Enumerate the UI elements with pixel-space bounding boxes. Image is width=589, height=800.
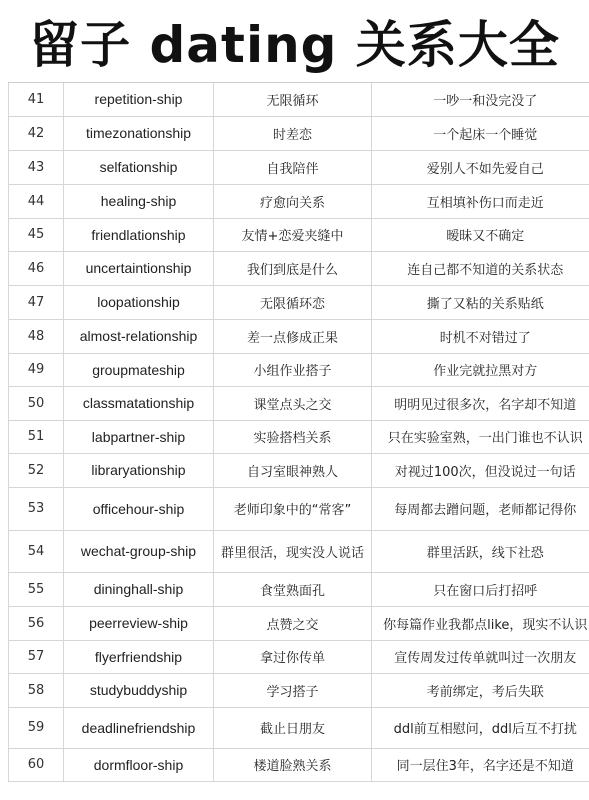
row-chinese-term: 无限循环恋 [214, 285, 372, 319]
row-description: 作业完就拉黑对方 [372, 353, 589, 386]
row-number: 41 [9, 83, 64, 116]
row-chinese-term: 群里很活，现实没人说话 [214, 530, 372, 572]
row-chinese-term: 我们到底是什么 [214, 251, 372, 285]
table-row [9, 707, 589, 748]
table-row [9, 285, 589, 319]
row-description: 撕了又粘的关系贴纸 [372, 285, 589, 319]
row-number: 56 [9, 606, 64, 640]
row-description: ddl前互相慰问，ddl后互不打扰 [372, 707, 589, 748]
row-description: 宣传周发过传单就叫过一次朋友 [372, 640, 589, 673]
row-chinese-term: 点赞之交 [214, 606, 372, 640]
table-row [9, 386, 589, 420]
row-number: 57 [9, 640, 64, 673]
row-english-term: classmatationship [64, 386, 214, 420]
table-row [9, 251, 589, 285]
table-row [9, 453, 589, 487]
row-description: 每周都去蹭问题，老师都记得你 [372, 487, 589, 530]
row-english-term: studybuddyship [64, 673, 214, 707]
row-description: 一个起床一个睡觉 [372, 116, 589, 150]
row-number: 54 [9, 530, 64, 572]
table-row [9, 150, 589, 184]
row-chinese-term: 食堂熟面孔 [214, 572, 372, 606]
table-row [9, 673, 589, 707]
row-description: 一吵一和没完没了 [372, 83, 589, 116]
row-english-term: almost-relationship [64, 319, 214, 353]
row-chinese-term: 小组作业搭子 [214, 353, 372, 386]
row-english-term: selfationship [64, 150, 214, 184]
row-description: 你每篇作业我都点like，现实不认识 [372, 606, 589, 640]
row-english-term: flyerfriendship [64, 640, 214, 673]
row-chinese-term: 疗愈向关系 [214, 184, 372, 218]
row-number: 42 [9, 116, 64, 150]
row-english-term: labpartner-ship [64, 420, 214, 453]
row-english-term: peerreview-ship [64, 606, 214, 640]
row-english-term: uncertaintionship [64, 251, 214, 285]
table-row [9, 420, 589, 453]
row-number: 53 [9, 487, 64, 530]
row-number: 48 [9, 319, 64, 353]
page-title: 留子 dating 关系大全 [29, 16, 560, 74]
table-body [9, 83, 589, 781]
row-chinese-term: 差一点修成正果 [214, 319, 372, 353]
row-number: 49 [9, 353, 64, 386]
row-description: 只在实验室熟，一出门谁也不认识 [372, 420, 589, 453]
row-chinese-term: 时差恋 [214, 116, 372, 150]
row-number: 52 [9, 453, 64, 487]
row-english-term: repetition-ship [64, 83, 214, 116]
table-row [9, 487, 589, 530]
row-description: 对视过100次，但没说过一句话 [372, 453, 589, 487]
table-row [9, 572, 589, 606]
row-english-term: libraryationship [64, 453, 214, 487]
row-number: 43 [9, 150, 64, 184]
row-number: 45 [9, 218, 64, 251]
row-english-term: groupmateship [64, 353, 214, 386]
row-english-term: timezonationship [64, 116, 214, 150]
table-row [9, 530, 589, 572]
row-description: 时机不对错过了 [372, 319, 589, 353]
row-number: 46 [9, 251, 64, 285]
row-english-term: loopationship [64, 285, 214, 319]
row-english-term: wechat-group-ship [64, 530, 214, 572]
table-row [9, 606, 589, 640]
row-description: 同一层住3年，名字还是不知道 [372, 748, 589, 781]
row-description: 连自己都不知道的关系状态 [372, 251, 589, 285]
row-english-term: dininghall-ship [64, 572, 214, 606]
row-chinese-term: 截止日朋友 [214, 707, 372, 748]
row-description: 互相填补伤口而走近 [372, 184, 589, 218]
row-description: 群里活跃，线下社恐 [372, 530, 589, 572]
row-number: 44 [9, 184, 64, 218]
relationship-table [8, 82, 589, 782]
row-chinese-term: 友情+恋爱夹缝中 [214, 218, 372, 251]
table-row [9, 353, 589, 386]
row-english-term: dormfloor-ship [64, 748, 214, 781]
row-english-term: healing-ship [64, 184, 214, 218]
row-number: 58 [9, 673, 64, 707]
table-row [9, 184, 589, 218]
row-description: 爱别人不如先爱自己 [372, 150, 589, 184]
row-chinese-term: 老师印象中的“常客” [214, 487, 372, 530]
row-number: 50 [9, 386, 64, 420]
table-row [9, 640, 589, 673]
row-chinese-term: 课堂点头之交 [214, 386, 372, 420]
row-number: 55 [9, 572, 64, 606]
row-number: 51 [9, 420, 64, 453]
row-chinese-term: 楼道脸熟关系 [214, 748, 372, 781]
row-english-term: officehour-ship [64, 487, 214, 530]
table-row [9, 319, 589, 353]
row-chinese-term: 自习室眼神熟人 [214, 453, 372, 487]
row-description: 考前绑定，考后失联 [372, 673, 589, 707]
row-number: 59 [9, 707, 64, 748]
table-row [9, 218, 589, 251]
row-description: 暧昧又不确定 [372, 218, 589, 251]
row-english-term: deadlinefriendship [64, 707, 214, 748]
row-chinese-term: 拿过你传单 [214, 640, 372, 673]
row-description: 明明见过很多次，名字却不知道 [372, 386, 589, 420]
row-chinese-term: 自我陪伴 [214, 150, 372, 184]
row-number: 60 [9, 748, 64, 781]
row-number: 47 [9, 285, 64, 319]
row-english-term: friendlationship [64, 218, 214, 251]
relationship-table-grid [8, 83, 589, 782]
table-row [9, 748, 589, 781]
row-chinese-term: 学习搭子 [214, 673, 372, 707]
table-row [9, 116, 589, 150]
table-row [9, 83, 589, 116]
row-chinese-term: 无限循环 [214, 83, 372, 116]
row-chinese-term: 实验搭档关系 [214, 420, 372, 453]
row-description: 只在窗口后打招呼 [372, 572, 589, 606]
